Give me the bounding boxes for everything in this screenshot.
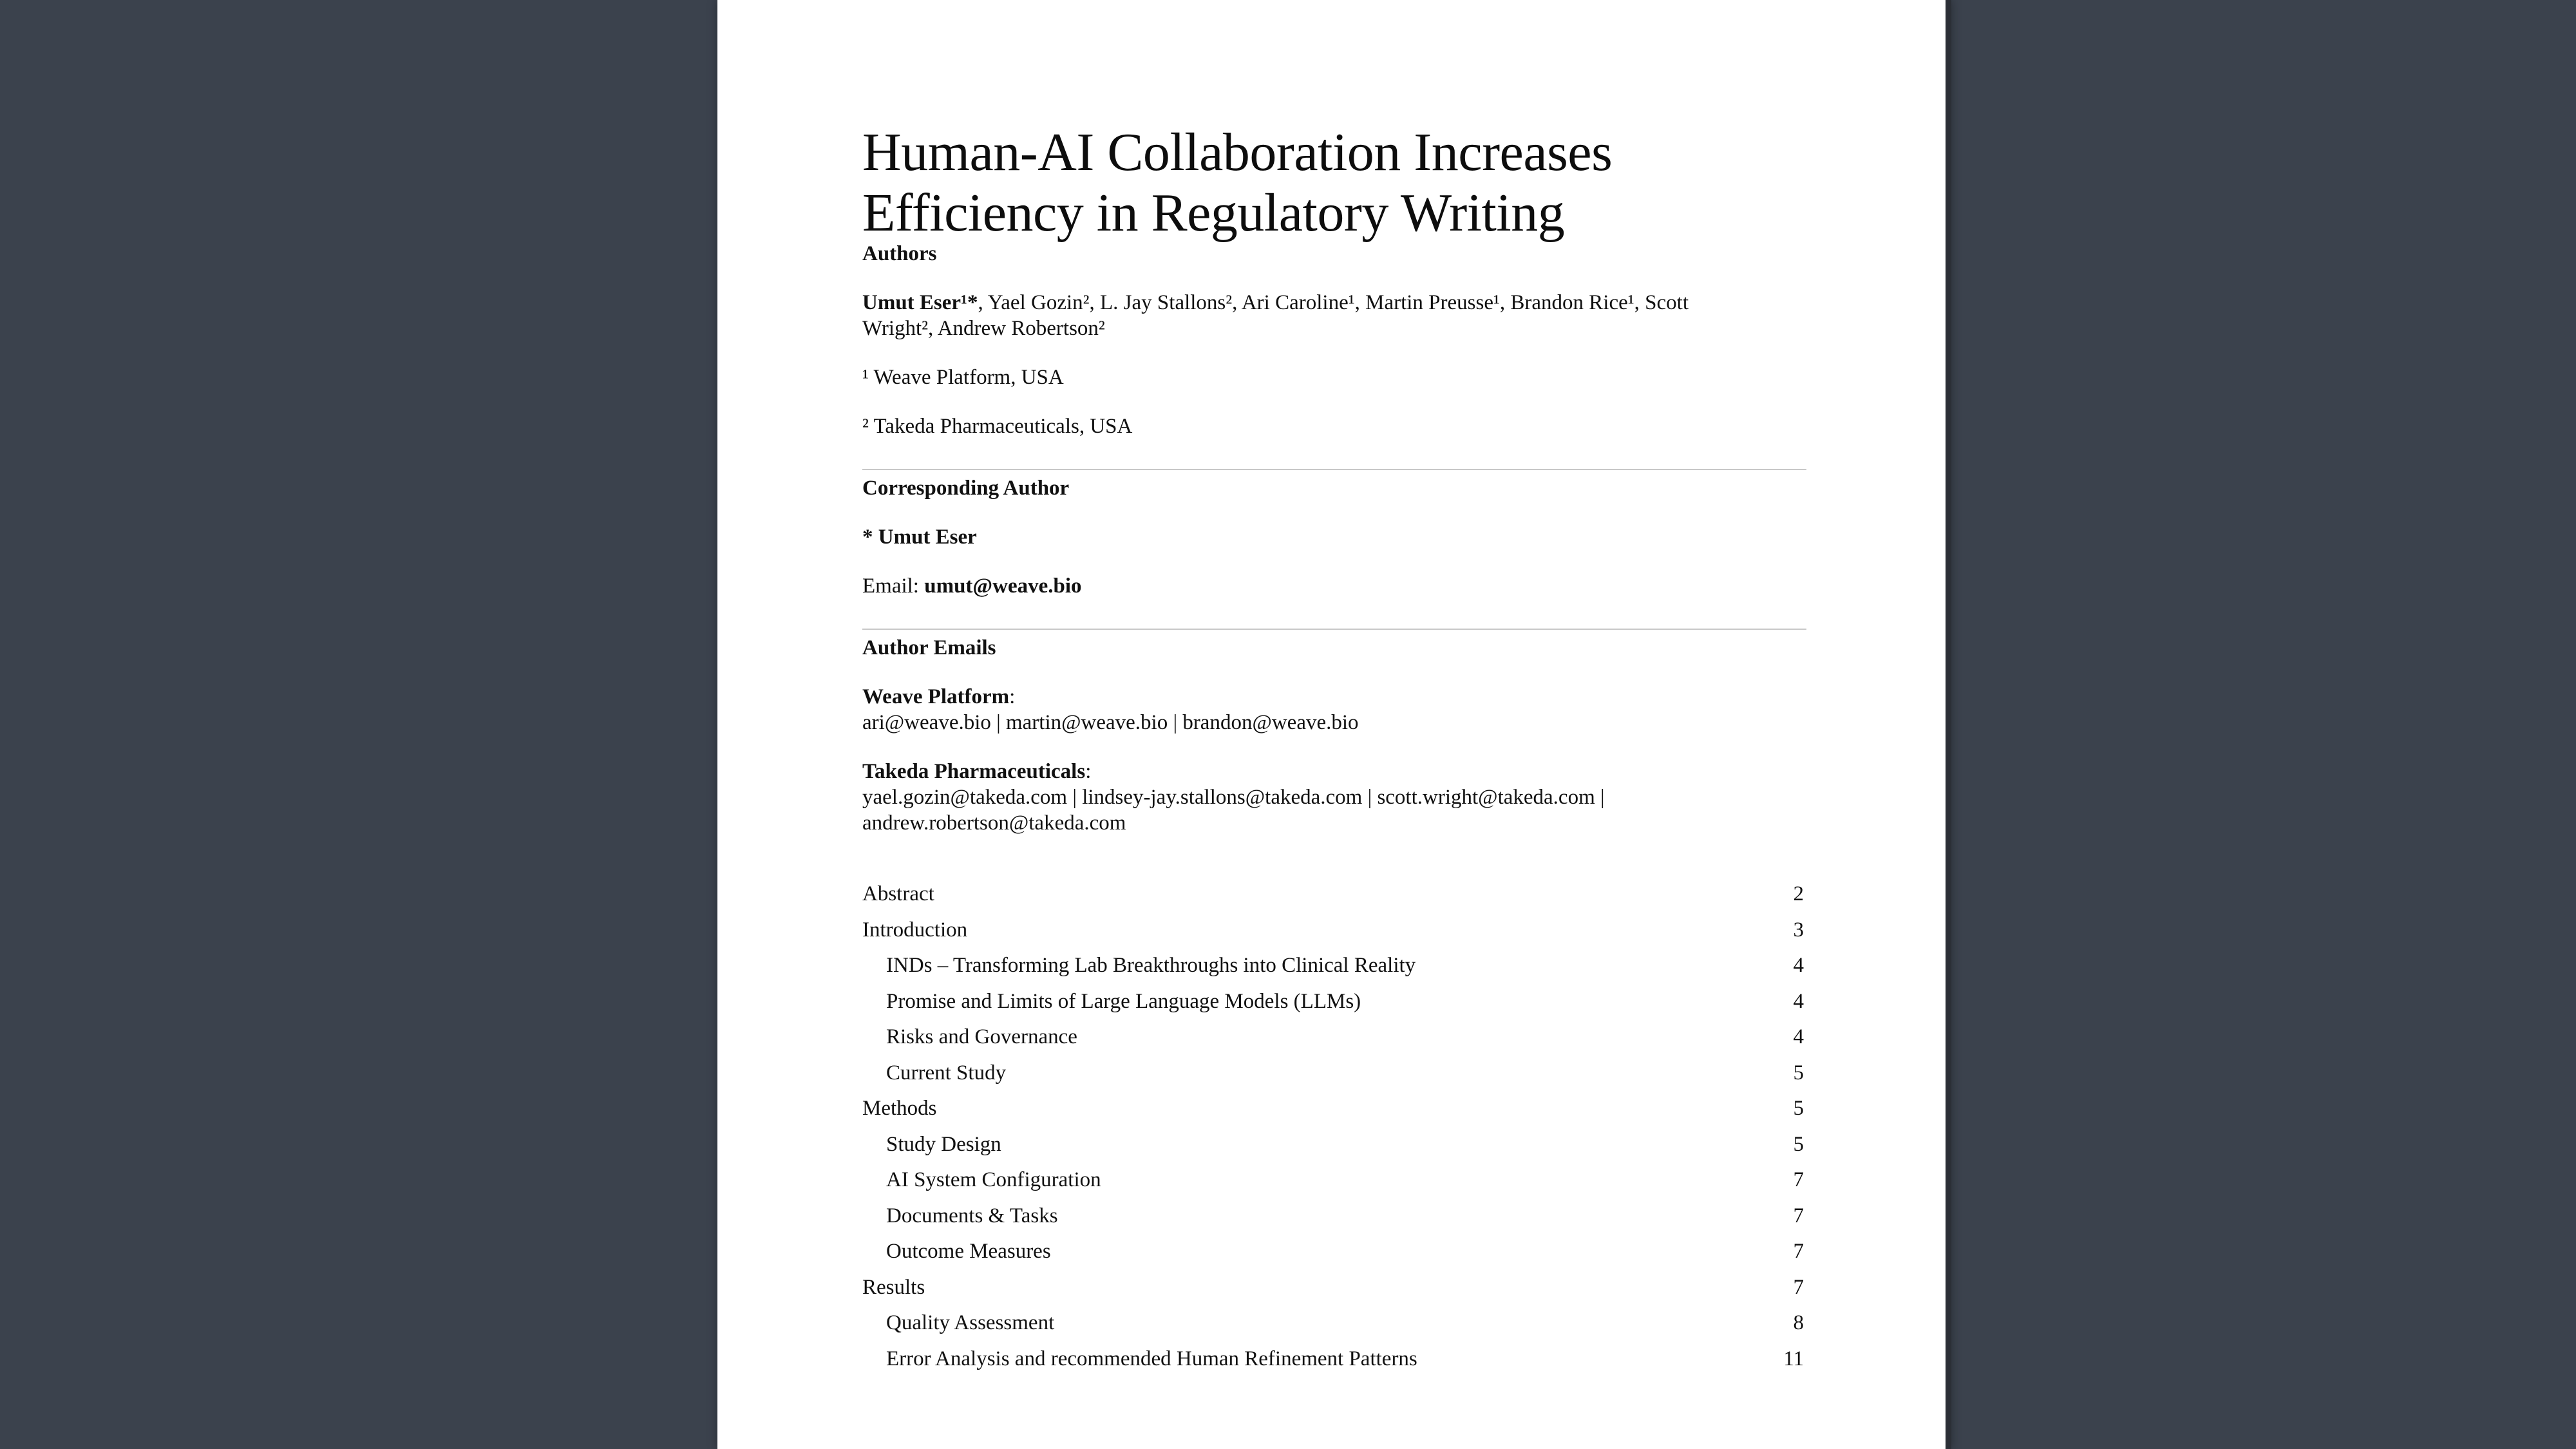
divider <box>862 629 1806 630</box>
toc-entry-page: 11 <box>1783 1347 1804 1370</box>
toc-entry-outcome-measures[interactable] <box>862 1238 1806 1274</box>
toc-entry-methods[interactable] <box>862 1095 1806 1132</box>
toc-entry-page: 5 <box>1793 1061 1804 1084</box>
toc-entry-introduction[interactable] <box>862 917 1806 953</box>
email-group-line: andrew.robertson@takeda.com <box>862 811 1126 835</box>
toc-entry-error-analysis[interactable] <box>862 1346 1806 1382</box>
corresponding-email-address[interactable]: umut@weave.bio <box>924 574 1082 598</box>
authors-list <box>862 290 1806 341</box>
toc-entry-page: 7 <box>1793 1204 1804 1227</box>
toc-entry-page: 5 <box>1793 1097 1804 1120</box>
toc-entry-page: 4 <box>1793 989 1804 1013</box>
toc-entry-label: Methods <box>862 1097 937 1120</box>
email-group-colon: : <box>1009 685 1016 708</box>
toc-entry-page: 7 <box>1793 1275 1804 1299</box>
toc-entry-promise-and-limits[interactable] <box>862 989 1806 1025</box>
authors-heading: Authors <box>862 242 937 265</box>
toc-entry-page: 4 <box>1793 1025 1804 1048</box>
authors-rest-line-1: , Yael Gozin², L. Jay Stallons², Ari Caroline¹, Martin Preusse¹, Brandon Rice¹, Scott <box>978 291 1689 314</box>
first-author: Umut Eser¹* <box>862 291 978 314</box>
toc-entry-label: Study Design <box>886 1132 1001 1156</box>
email-group-colon: : <box>1085 760 1092 783</box>
document-page <box>717 0 1951 1449</box>
author-emails-heading: Author Emails <box>862 636 996 659</box>
authors-rest-line-2: Wright², Andrew Robertson² <box>862 317 1105 340</box>
corresponding-author-heading: Corresponding Author <box>862 477 1070 500</box>
toc-entry-page: 7 <box>1793 1168 1804 1191</box>
affiliation-1: ¹ Weave Platform, USA <box>862 366 1064 389</box>
toc-entry-page: 4 <box>1793 954 1804 977</box>
toc-entry-inds[interactable] <box>862 952 1806 989</box>
paper-title <box>862 122 1806 243</box>
email-label: Email: <box>862 574 925 598</box>
toc-entry-label: Promise and Limits of Large Language Models (LLMs) <box>886 989 1361 1013</box>
toc-entry-page: 8 <box>1793 1311 1804 1334</box>
toc-entry-label: Quality Assessment <box>886 1311 1055 1334</box>
toc-entry-page: 3 <box>1793 918 1804 942</box>
toc-entry-label: Abstract <box>862 882 934 905</box>
toc-entry-page: 5 <box>1793 1132 1804 1156</box>
toc-entry-abstract[interactable] <box>862 881 1806 917</box>
toc-entry-study-design[interactable] <box>862 1132 1806 1168</box>
toc-entry-label: Error Analysis and recommended Human Refinement Patterns <box>886 1347 1417 1370</box>
title-line-2: Efficiency in Regulatory Writing <box>862 183 1565 243</box>
email-group-org: Weave Platform <box>862 685 1010 708</box>
title-line-1: Human-AI Collaboration Increases <box>862 122 1613 182</box>
toc-entry-label: Current Study <box>886 1061 1007 1084</box>
toc-entry-label: Results <box>862 1275 925 1299</box>
affiliation-2: ² Takeda Pharmaceuticals, USA <box>862 415 1133 438</box>
toc-entry-quality-assessment[interactable] <box>862 1310 1806 1346</box>
toc-entry-label: AI System Configuration <box>886 1168 1101 1191</box>
toc-entry-ai-system-configuration[interactable] <box>862 1167 1806 1203</box>
email-group-org: Takeda Pharmaceuticals <box>862 760 1086 783</box>
toc-entry-label: Documents & Tasks <box>886 1204 1058 1227</box>
toc-entry-label: INDs – Transforming Lab Breakthroughs into Clinical Reality <box>886 954 1416 977</box>
page-content <box>862 122 1806 1381</box>
email-group-takeda <box>862 759 1806 836</box>
corresponding-author-name: * Umut Eser <box>862 526 977 549</box>
toc-entry-page: 7 <box>1793 1240 1804 1263</box>
email-group-line: ari@weave.bio | martin@weave.bio | brandon@weave.bio <box>862 711 1359 734</box>
table-of-contents <box>862 881 1806 1381</box>
email-group-line: yael.gozin@takeda.com | lindsey-jay.stallons@takeda.com | scott.wright@takeda.com | <box>862 786 1605 809</box>
toc-entry-risks-and-governance[interactable] <box>862 1024 1806 1060</box>
divider <box>862 469 1806 470</box>
toc-entry-label: Outcome Measures <box>886 1240 1051 1263</box>
toc-entry-label: Risks and Governance <box>886 1025 1077 1048</box>
corresponding-email <box>862 573 1806 599</box>
toc-entry-page: 2 <box>1793 882 1804 905</box>
toc-entry-current-study[interactable] <box>862 1060 1806 1096</box>
toc-entry-label: Introduction <box>862 918 968 942</box>
toc-entry-documents-and-tasks[interactable] <box>862 1203 1806 1239</box>
email-group-weave <box>862 684 1806 735</box>
toc-entry-results[interactable] <box>862 1274 1806 1311</box>
